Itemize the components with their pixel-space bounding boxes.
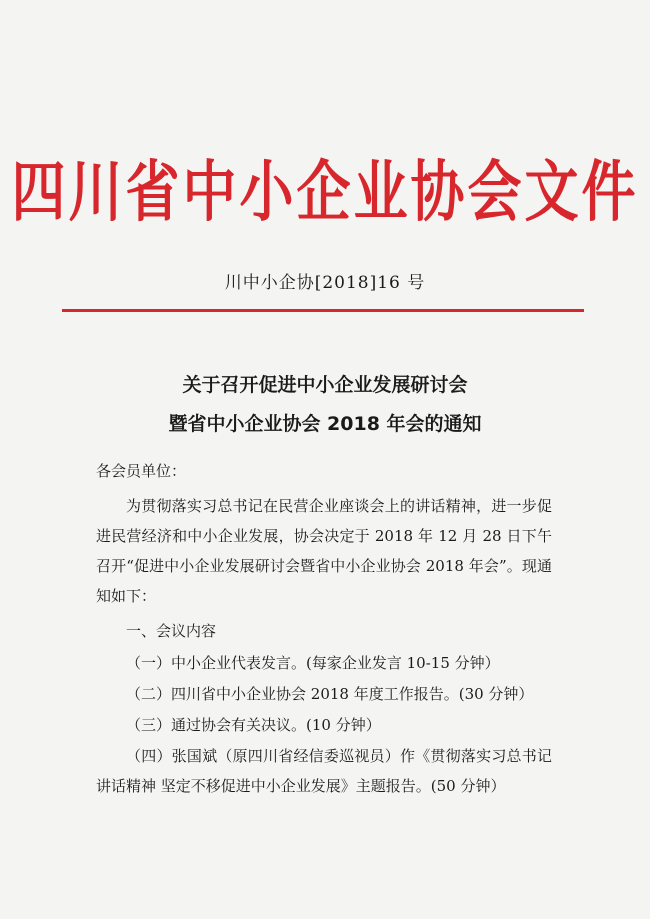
intro-paragraph: 为贯彻落实习总书记在民营企业座谈会上的讲话精神，进一步促进民营经济和中小企业发展，协会决定于 2018 年 12 月 28 日下午召开“促进中小企业发展研讨会暨省中小企业协会 2018 年会”。现通知如下： (96, 497, 552, 605)
notice-title-line-2: 暨省中小企业协会 2018 年会的通知 (168, 413, 482, 435)
agenda-item-3: （三）通过协会有关决议。(10 分钟） (126, 716, 381, 734)
agenda-item-1: （一）中小企业代表发言。(每家企业发言 10-15 分钟） (126, 654, 500, 672)
salutation: 各会员单位： (96, 462, 187, 480)
section-heading-meeting-content: 一、会议内容 (126, 622, 217, 640)
agenda-item-4: （四）张国斌（原四川省经信委巡视员）作《贯彻落实习总书记讲话精神 坚定不移促进中小企业发展》主题报告。(50 分钟） (96, 747, 552, 795)
red-divider-line (62, 309, 584, 312)
notice-title-line-1: 关于召开促进中小企业发展研讨会 (182, 374, 468, 396)
agenda-item-2: （二）四川省中小企业协会 2018 年度工作报告。(30 分钟） (126, 685, 534, 703)
document-number: 川中小企协[2018]16 号 (224, 273, 426, 293)
org-letterhead-title: 四川省中小企业协会文件 (11, 152, 639, 231)
